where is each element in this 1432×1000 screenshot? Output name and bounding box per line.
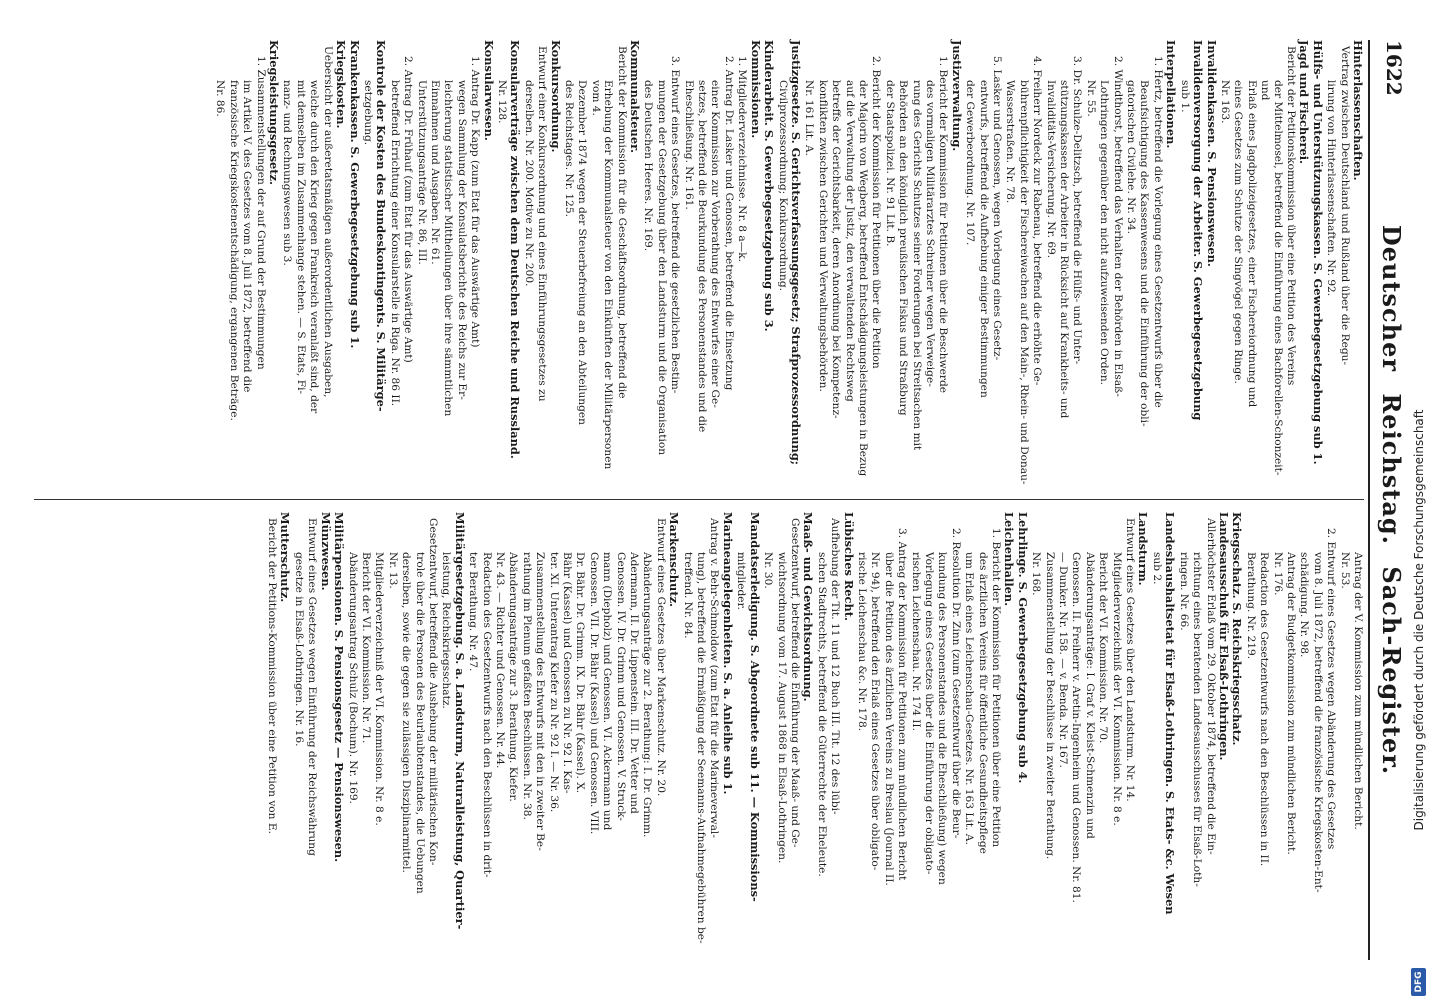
register-heading: Krankenkassen. S. Gewerbegesetzgebung sub 1. <box>347 40 362 349</box>
register-entry: rung des Gerichts Schutzes seiner Forderungen bei Streitsachen mit <box>910 80 923 451</box>
register-entry: betreffs der Gerichtsbarkeit, deren Anordnung bei Kompetenz- <box>830 80 843 419</box>
register-heading: Mandatserledigung. S. Abgeordnete sub 11. — Kommissions- <box>747 512 762 902</box>
register-entry: Nr. 43. — Richter und Genossen. Nr. 44. <box>494 552 506 769</box>
title-part-1: Deutscher <box>1377 224 1406 372</box>
register-entry: Nr. 168. <box>1030 552 1043 596</box>
register-entry: der Gewerbeordnung. Nr. 107. <box>964 80 977 246</box>
register-entry: Antrag der Budgetkommission zum mündlichen Bericht. <box>1284 552 1297 855</box>
register-entry: der Mittelmosel, betreffend die Einführung eines Bachforellen-Schonzeit- und <box>1259 80 1284 476</box>
register-entry: schen Stadtrechts, betreffend die Güterrechte der Eheleute. <box>815 552 828 877</box>
register-heading: Interpellationen. <box>1164 40 1179 149</box>
register-entry: Bericht der VI. Kommission. Nr. 70. <box>1097 552 1110 744</box>
register-entry: 1. Bericht der Kommission für Petitionen über eine Petition <box>990 528 1003 848</box>
register-entry: 2. Windthorst, betreffend das Verhalten der Behörden in Elsaß- <box>1111 56 1124 397</box>
register-entry: 1. Zusammenstellungen der auf Grund der Bestimmungen <box>254 56 267 370</box>
register-entry: ter. XI. Unterantrag Kiefer zu Nr. 92 I. — Nr. 36. <box>547 552 560 813</box>
register-entry: Entwurf einer Konkursordnung und eines Einführungsgesetzes zu <box>536 46 549 402</box>
register-entry: einer Kommission zur Vorberathung des Entwurfes einer Ge- <box>709 80 722 408</box>
dfg-logo-text: DFG <box>1413 971 1424 993</box>
register-entry: Gesetzentwurf, betreffend die Aushebung der militärischen Kon- <box>426 518 439 866</box>
register-heading: Konkursordnung. <box>548 40 563 153</box>
register-entry: ringen. Nr. 66. <box>1177 552 1190 631</box>
register-entry: Entwurf eines Gesetzes über den Landsturm. Nr. 14. <box>1124 518 1137 802</box>
register-entry: entwurfs, betreffend die Aufhebung einiger Bestimmungen <box>977 80 990 398</box>
register-entry: Abänderungsanträge: I. Graf v. Kleist-Schmenzin und <box>1083 552 1096 839</box>
register-heading: Kommunalsteuer. <box>628 40 643 153</box>
register-heading: Kontrole der Kosten des Bundeskontingents. S. Militärge- <box>374 40 389 412</box>
register-entry: 2. Bericht der Kommission für Petitionen über die Petition <box>870 56 883 369</box>
register-entry: rische Leichenschau &c. Nr. 178. <box>855 552 868 732</box>
page-number: 1622 <box>1382 40 1406 96</box>
register-heading: Markenschutz. <box>667 512 682 608</box>
register-entry: 3. Entwurf eines Gesetzes, betreffend die gesetzlichen Bestim- <box>669 56 682 394</box>
register-entry: mann (Diepholz) und Genossen. VI. Ackermann und <box>601 552 614 831</box>
register-entry: Nr. 161 Lit. A. <box>803 80 816 156</box>
left-column <box>213 40 1364 488</box>
register-entry: 1. Mitgliederverzeichnisse. Nr. 8 a—k. <box>736 56 749 263</box>
register-entry: sub 2. <box>1150 552 1163 585</box>
register-entry: Entwurf eines Gesetzes wegen Einführung der Reichswährung <box>306 518 319 856</box>
register-heading: Leichenhallen. <box>1002 512 1017 607</box>
register-entry: Nr. 86. <box>214 80 227 117</box>
register-entry: welche durch den Krieg gegen Frankreich veranlaßt sind, der <box>308 80 321 414</box>
register-heading: Jagd und Fischerei. <box>1297 40 1312 164</box>
register-entry: Mitgliederverzeichniß der VI. Kommission. Nr. 8 e. <box>373 552 386 826</box>
register-entry: 4. Freiherr Nordeck zur Rabenau, betreffend die erhöhte Ge- <box>1031 56 1044 386</box>
register-heading: Münzwesen. <box>318 512 333 591</box>
register-entry: 5. Lasker und Genossen, wegen Vorlegung eines Gesetz- <box>991 56 1004 361</box>
right-column <box>265 512 1364 960</box>
register-entry: Invaliditäts-Versicherung. Nr. 69. <box>1044 80 1057 259</box>
title-part-3: Sach-Register. <box>1377 566 1406 776</box>
register-heading: Kriegsleistungsgesetz. <box>267 40 282 185</box>
register-entry: betreffend Errichtung einer Konsularstelle in Riga. Nr. 86 II. <box>388 80 401 407</box>
register-heading: Konsularverträge zwischen dem Deutschen Reiche und Russland. <box>508 40 523 459</box>
register-entry: im Artikel V. des Gesetzes vom 8. Juli 1872, betreffend die <box>241 80 254 393</box>
register-entry: 1. Bericht der Kommission für Petitionen über die Beschwerde <box>937 56 950 394</box>
register-entry: schädigung. Nr. 98. <box>1298 552 1311 658</box>
register-entry: Berathung. Nr. 219. <box>1244 552 1257 660</box>
register-entry: Redaction des Gesetzentwurfs nach den Beschlüssen in II. <box>1258 552 1271 867</box>
digitization-notice <box>1408 0 1430 1000</box>
register-entry: wichtsordnung vom 17. August 1868 in Elsaß-Lothringen. <box>775 552 788 864</box>
register-entry: Behörden an den königlich preußischen Fiskus und Straßburg <box>897 80 910 416</box>
page-header <box>1368 40 1410 960</box>
register-entry: derselben. Nr. 200. Motive zu Nr. 200. <box>522 80 535 287</box>
register-heading: Kriegsschatz. S. Reichskriegsschatz. <box>1230 512 1245 746</box>
register-entry: Wasserstraßen. Nr. 78. <box>1004 80 1017 204</box>
register-entry: 3. Dr. Schulze-Delitzsch, betreffend die Hülfs- und Unter- <box>1071 56 1084 365</box>
register-entry: trole über die Personen des Beurlaubtenstandes, die Uebungen <box>413 552 426 894</box>
register-entry: Abänderungsanträge zur 2. Berathung: I. Dr. Grimm. <box>641 552 654 838</box>
register-heading: Hülfs- und Unterstützungskassen. S. Gewerbegesetzgebung sub 1. <box>1310 40 1325 465</box>
register-heading: Konsularwesen. <box>481 40 496 141</box>
register-entry: Dr. Bähr. Dr. Grimm. IX. Dr. Bähr (Kassel). X. <box>574 552 587 794</box>
register-entry: mitglieder. <box>735 552 748 610</box>
register-entry: — Dunker. Nr. 158. — v. Benda. Nr. 167. <box>1057 552 1070 768</box>
register-entry: Einnahmen und Ausgaben. Nr. 61. <box>428 80 441 265</box>
register-heading: Kinderarbeit. S. Gewerbegesetzgebung sub 3. <box>762 40 777 332</box>
register-heading: Maaß- und Gewichtsordnung. <box>801 512 816 702</box>
register-entry: treffend. Nr. 84. <box>681 552 694 639</box>
register-heading: Justizverwaltung. <box>949 40 964 152</box>
register-entry: gesetze in Elsaß-Lothringen. Nr. 16. <box>292 552 305 747</box>
register-entry: ter Berathung. Nr. 47. <box>467 552 480 672</box>
register-entry: Bericht der Kommission für die Geschäftsordnung, betreffend die <box>615 46 628 399</box>
register-entry: Abänderungsanträge zur 3. Berathung. Kiefer. <box>507 552 520 802</box>
register-entry: Nr. 163. <box>1218 80 1231 124</box>
register-entry: leistung, Reichskriegsschatz. <box>440 552 453 709</box>
dfg-logo <box>1411 968 1426 996</box>
register-entry: rathung im Plenum gefaßten Beschlüssen. Nr. 38. <box>520 552 533 820</box>
register-entry: Beaufsichtigung des Kassenwesens und die Einführung der obli- <box>1138 80 1151 427</box>
register-entry: richtung eines beratenden Landesausschusses für Elsaß-Loth- <box>1191 552 1204 887</box>
register-entry: Genossen. VII. Dr. Bähr (Kassel) und Genossen. VIII. <box>587 552 600 835</box>
register-entry: 1. Antrag Dr. Kapp (zum Etat für das Auswärtige Amt) <box>469 56 482 348</box>
register-entry: leichterung statistischer Mittheilungen über ihre sämmtlichen <box>442 80 455 417</box>
register-entry: Vorlegung eines Gesetzes über die Einführung der obligato- <box>923 552 935 875</box>
register-entry: stützungskassen der Arbeiter in Rücksicht auf Krankheits- und <box>1058 80 1071 419</box>
register-heading: Landesausschuß für Elsaß-Lothringen. <box>1216 512 1231 761</box>
register-entry: 2. Entwurf eines Gesetzes wegen Abänderung des Gesetzes <box>1325 528 1338 850</box>
page-title <box>1377 40 1406 960</box>
register-entry: Redaction des Gesetzentwurfs nach den Beschlüssen in drit- <box>480 552 493 878</box>
register-entry: Bericht der VI. Kommission. Nr. 71. <box>359 552 372 744</box>
register-entry: Bähr (Kassel) und Genossen zu Nr. 92 I. Kas- <box>561 552 574 794</box>
register-entry: Mitgliederverzeichniß der VI. Kommission. Nr. 8 e. <box>1110 552 1123 826</box>
register-entry: Nr. 30. <box>762 552 775 589</box>
register-entry: Unterstützungsanträge Nr. 86, III. <box>415 80 428 265</box>
register-entry: gatorischen Civilehe. Nr. 34. <box>1125 80 1138 234</box>
register-heading: Invalidenversorgung der Arbeiter. S. Gewerbegesetzgebung <box>1191 40 1206 421</box>
register-entry: Nr. 53. <box>1338 552 1351 589</box>
register-heading: Mutterschutz. <box>278 512 293 603</box>
register-heading: Lübisches Recht. <box>841 512 856 621</box>
register-entry: Zusammenstellung der Beschlüsse in zweiter Berathung. <box>1043 552 1056 860</box>
register-entry: konflikten zwischen Gerichten und Verwaltungsbehörden. <box>816 80 829 392</box>
column-divider <box>34 499 1364 500</box>
register-entry: rischen Leichenschau. Nr. 174 II. <box>909 552 922 731</box>
register-entry: Uebersicht der außeretatsmäßigen außerordentlichen Ausgaben, <box>321 46 334 398</box>
register-entry: des Reichstages. Nr. 125. <box>563 80 576 217</box>
register-entry: 2. Resolution Dr. Zinn (zum Gesetzentwurf über die Beur- <box>949 528 962 839</box>
register-entry: 1. Hertz, betreffend die Vorlegung eines Gesetzentwurfs über die <box>1151 56 1164 408</box>
register-entry: lirung von Hinterlassenschaften. Nr. 92. <box>1325 80 1338 297</box>
register-entry: setzes, betreffend die Beurkundung des Personenstandes und die <box>696 80 709 433</box>
register-entry: Nr. 94), betreffend den Erlaß eines Gesetzes über obligato- <box>869 552 882 871</box>
register-entry: tung), betreffend die Ermäßigung der Seemanns-Aufnahmegebühren be- <box>695 552 708 944</box>
register-heading: Kommissionen. <box>748 40 763 139</box>
register-entry: des Deutschen Heeres. Nr. 169. <box>642 80 655 252</box>
register-entry: Allerhöchster Erlaß vom 29. Oktober 1874, betreffend die Ein- <box>1204 518 1217 855</box>
register-entry: Civilprozessordnung; Konkursordnung. <box>776 80 789 292</box>
register-entry: Genossen. IV. Dr. Grimm und Genossen. V. Struck- <box>614 552 627 821</box>
register-entry: des ärztlichen Vereins für öffentliche Gesundheitspflege <box>976 552 989 854</box>
register-heading: Hinterlassenschaften. <box>1351 40 1365 181</box>
register-entry: Genossen. II. Freiherr v. Aretin-Ingenheim und Genossen. Nr. 81. <box>1070 552 1083 903</box>
register-entry: 3. Antrag der Kommission für Petitionen zum mündlichen Bericht <box>896 528 909 881</box>
register-entry: Dezember 1874 wegen der Steuerbefreiung an den Abteilungen <box>576 80 589 425</box>
register-entry: Abänderungsantrag Schulz (Bochum). Nr. 169. <box>346 552 359 804</box>
register-heading: Invalidenkassen. S. Pensionswesen. <box>1204 40 1219 267</box>
register-entry: Erlaß eines Jagdpolizeigesetzes, einer Fischereiordnung und <box>1245 80 1258 408</box>
register-heading: Militärpensionen. S. Pensionsgesetz — Pensionswesen. <box>332 512 347 863</box>
register-entry: setzgebung. <box>361 80 374 146</box>
register-entry: Gesetzentwurf, betreffend die Einführung der Maaß- und Ge- <box>788 518 801 848</box>
register-entry: eines Gesetzes zum Schutze der Singvögel gegen Ringe. <box>1232 80 1245 384</box>
register-entry: bührenpflichtigkeit der Fischereiwachen auf den Main-, Rhein- und Donau- <box>1017 80 1030 485</box>
register-entry: Erhebung der Kommunalsteuer von den Einkünften der Militärpersonen vom 4. <box>589 80 615 470</box>
register-entry: auf die Verwaltung der Justiz, den verwaltenden Rechtsweg <box>843 80 856 402</box>
register-entry: Adermann, II. Dr. Lippenstein. III. Dr. Vetter und <box>628 552 641 814</box>
register-heading: Justizgesetze. S. Gerichtsverfassungsgesetz; Strafprozessordnung; <box>788 40 803 466</box>
register-entry: Bericht der Petitionskommission über eine Petition des Vereins <box>1284 46 1297 386</box>
digitization-text: Digitalisierung gefördert durch die Deutsche Forschungsgemeinschaft <box>1412 409 1426 831</box>
register-entry: 2. Antrag Dr. Lasker und Genossen, betreffend die Einsetzung <box>722 56 735 391</box>
register-entry: mungen der Gesetzgebung über den Landsturm und die Organisation <box>655 80 668 456</box>
register-entry: wegen Sammlung der Konsulatsberichte des Reichs zur Er- <box>455 80 468 400</box>
register-heading: Landsturm. <box>1136 512 1151 586</box>
register-entry: nanz- und Rechnungswesen sub 3. <box>281 80 294 266</box>
register-entry: Nr. 176. <box>1271 552 1284 596</box>
register-entry: Antrag v. Behr-Schmoldow (zum Etat für die Marineverwal- <box>708 518 721 838</box>
register-entry: Zusammenstellung des Entwurfs mit den in zweiter Be- <box>534 552 547 851</box>
register-entry: Eheschließung. Nr. 161. <box>682 80 695 210</box>
register-entry: Nr. 128. <box>496 80 508 124</box>
register-entry: der Majorin von Wegberg, betreffend Entschädigungsleistungen in Bezug <box>856 80 869 477</box>
register-heading: Marineangelegenheiten. S. a. Anleihe sub 1. <box>720 512 735 795</box>
register-entry: vom 8. Juli 1872, betreffend die französische Kriegskosten-Ent- <box>1311 552 1324 893</box>
register-entry: um Erlaß eines Leichenschau-Gesetzes. Nr. 163 Lit. A. <box>963 552 976 845</box>
title-part-2: Reichstag. <box>1377 393 1406 546</box>
register-entry: Lothringen gegenüber den nicht aufzuweisenden Orden. <box>1098 80 1111 386</box>
register-entry: der Staatspolizei. Nr. 91 Lit. B. <box>883 80 896 247</box>
register-entry: 2. Antrag Dr. Frühauf (zum Etat für das Auswärtige Amt) <box>402 56 415 363</box>
register-entry: über die Petition des ärztlichen Vereins zu Breslau (Journal II. <box>882 552 895 886</box>
register-entry: Antrag der V. Kommission zum mündlichen Bericht. <box>1352 552 1364 830</box>
register-entry: Aufhebung der Tit. 11 und 12 Buch III. Tit. 12 des lübi- <box>829 518 842 815</box>
register-heading: Kriegskosten. <box>334 40 349 129</box>
register-entry: Bericht der Petitions-Kommission über eine Petition von E. <box>266 518 279 834</box>
register-entry: des vormaligen Militärarztes Schreiner wegen Verweige- <box>924 80 936 387</box>
register-entry: sub 1. <box>1178 80 1191 113</box>
register-heading: Landeshaushaltsetat für Elsaß-Lothringen. S. Etats- &c. Wesen <box>1163 512 1178 915</box>
register-entry: Entwurf eines Gesetzes über Markenschutz. Nr. 20. <box>654 518 667 797</box>
register-entry: französische Kriegskostenentschädigung, ergangenen Beträge. <box>227 80 240 421</box>
register-entry: Nr. 13. <box>386 552 399 589</box>
register-heading: Militärgesetzgebung. S. a. Landsturm, Naturalleistung, Quartier- <box>452 512 467 930</box>
register-entry: mit demselben im Zusammenhange stehen. — S. Etats, Fi- <box>294 80 307 395</box>
register-entry: Vertrag zwischen Deutschland und Rußland über die Regu- <box>1338 46 1351 366</box>
register-entry: Nr. 55. <box>1084 80 1097 117</box>
register-entry: derselben, sowie die gegen sie zulässigen Disziplinarmittel. <box>400 552 413 873</box>
register-heading: Lehrlinge. S. Gewerbegesetzgebung sub 4. <box>1015 512 1030 784</box>
register-entry: kundung des Personenstandes und die Eheschließung) wegen <box>936 552 949 885</box>
